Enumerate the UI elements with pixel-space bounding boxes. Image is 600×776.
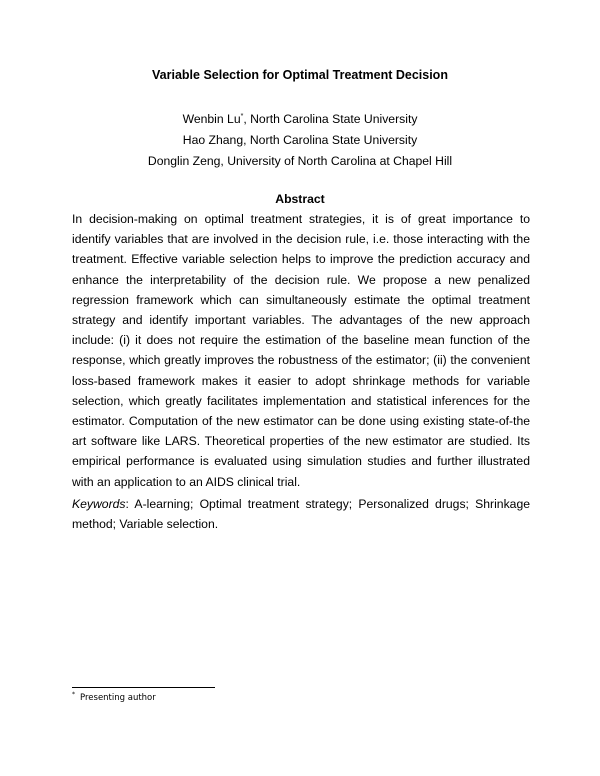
author-name: Wenbin Lu: [182, 112, 241, 126]
author-line: [0, 151, 600, 172]
author-affiliation: , University of North Carolina at Chapel Hill: [220, 154, 453, 168]
author-affiliation: , North Carolina State University: [243, 133, 418, 147]
footnote-mark: *: [72, 691, 75, 698]
footnote-text: Presenting author: [80, 693, 156, 703]
paper-title: Variable Selection for Optimal Treatment Decision: [152, 68, 448, 82]
keywords-text: A-learning; Optimal treatment strategy; Personalized drugs; Shrinkage method; Variable selection.: [72, 497, 530, 532]
author-line: [0, 130, 600, 151]
author-name: Donglin Zeng: [147, 154, 221, 168]
author-line: [0, 109, 600, 130]
author-footnote-mark: *: [240, 113, 244, 120]
keywords: [72, 494, 530, 534]
footnote: [72, 692, 156, 704]
author-affiliation: , North Carolina State University: [243, 112, 418, 126]
keywords-separator: :: [125, 497, 129, 511]
footnote-divider: [72, 687, 215, 688]
abstract-heading: Abstract: [275, 192, 325, 206]
author-name: Hao Zhang: [182, 133, 244, 147]
keywords-label: Keywords: [72, 497, 126, 511]
author-list: [0, 109, 600, 172]
abstract-text: In decision-making on optimal treatment strategies, it is of great importance to identify variables that are involved in the decision rule, i.e. those interacting with the treatment. Effective variable selection helps to improve the prediction accuracy and enhance the interpretability of the decision rule. We propose a new penalized regression framework which can simultaneously estimate the optimal treatment strategy and identify important variables. The advantages of the new approach include: (i) it does not require the estimation of the baseline mean function of the response, which greatly improves the robustness of the estimator; (ii) the convenient loss-based framework makes it easier to adopt shrinkage methods for variable selection, which greatly facilitates implementation and statistical inferences for the estimator. Computation of the new estimator can be done using existing state-of-the art software like LARS. Theoretical properties of the new estimator are studied. Its empirical performance is evaluated using simulation studies and further illustrated with an application to an AIDS clinical trial.: [72, 212, 530, 489]
